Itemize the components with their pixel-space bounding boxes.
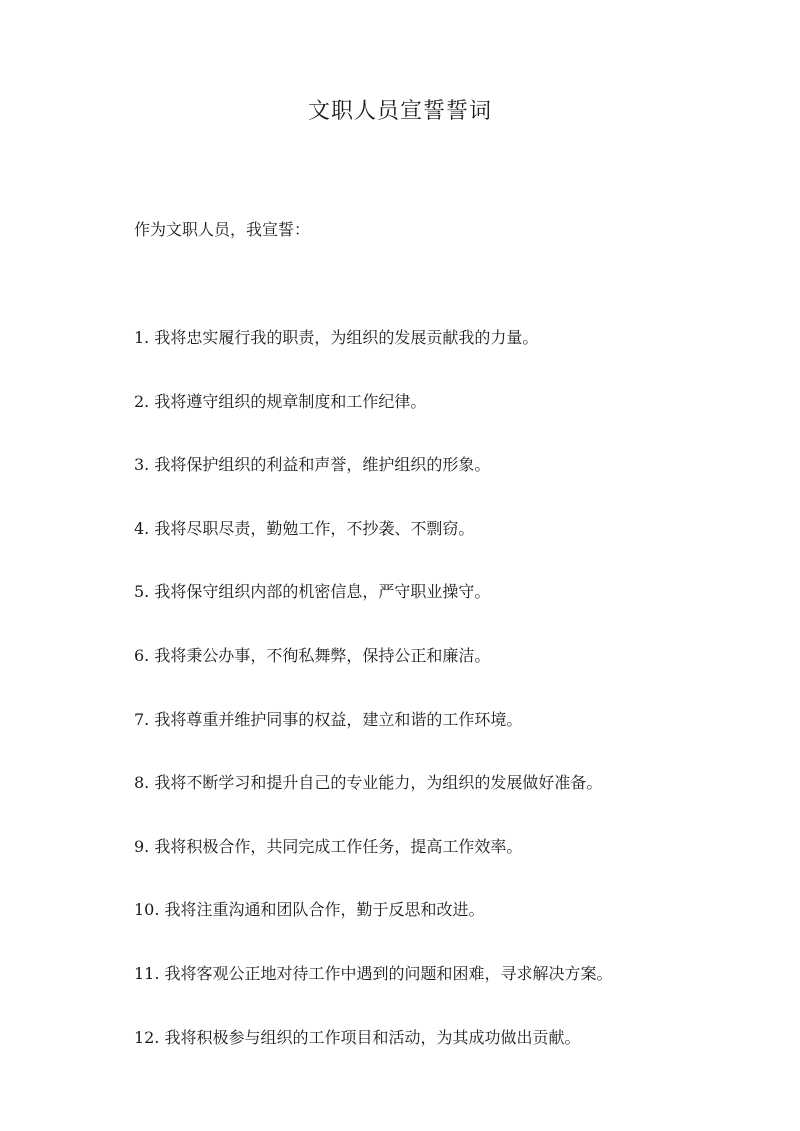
oath-item: 9. 我将积极合作，共同完成工作任务，提高工作效率。 [134, 836, 523, 856]
oath-item: 3. 我将保护组织的利益和声誉，维护组织的形象。 [134, 455, 491, 475]
oath-item: 10. 我将注重沟通和团队合作，勤于反思和改进。 [134, 900, 485, 920]
oath-item: 11. 我将客观公正地对待工作中遇到的问题和困难，寻求解决方案。 [134, 963, 613, 983]
oath-item: 8. 我将不断学习和提升自己的专业能力，为组织的发展做好准备。 [134, 773, 603, 793]
oath-item: 7. 我将尊重并维护同事的权益，建立和谐的工作环境。 [134, 709, 523, 729]
oath-item: 5. 我将保守组织内部的机密信息，严守职业操守。 [134, 582, 491, 602]
document-title: 文职人员宣誓誓词 [307, 99, 492, 124]
intro-text: 作为文职人员，我宣誓： [134, 220, 311, 239]
oath-list [134, 322, 774, 1085]
oath-item: 4. 我将尽职尽责，勤勉工作，不抄袭、不剽窃。 [134, 518, 475, 538]
oath-item: 12. 我将积极参与组织的工作项目和活动，为其成功做出贡献。 [134, 1027, 581, 1047]
oath-item: 1. 我将忠实履行我的职责，为组织的发展贡献我的力量。 [134, 328, 539, 347]
oath-item: 2. 我将遵守组织的规章制度和工作纪律。 [134, 391, 427, 411]
oath-item: 6. 我将秉公办事，不徇私舞弊，保持公正和廉洁。 [134, 645, 491, 665]
